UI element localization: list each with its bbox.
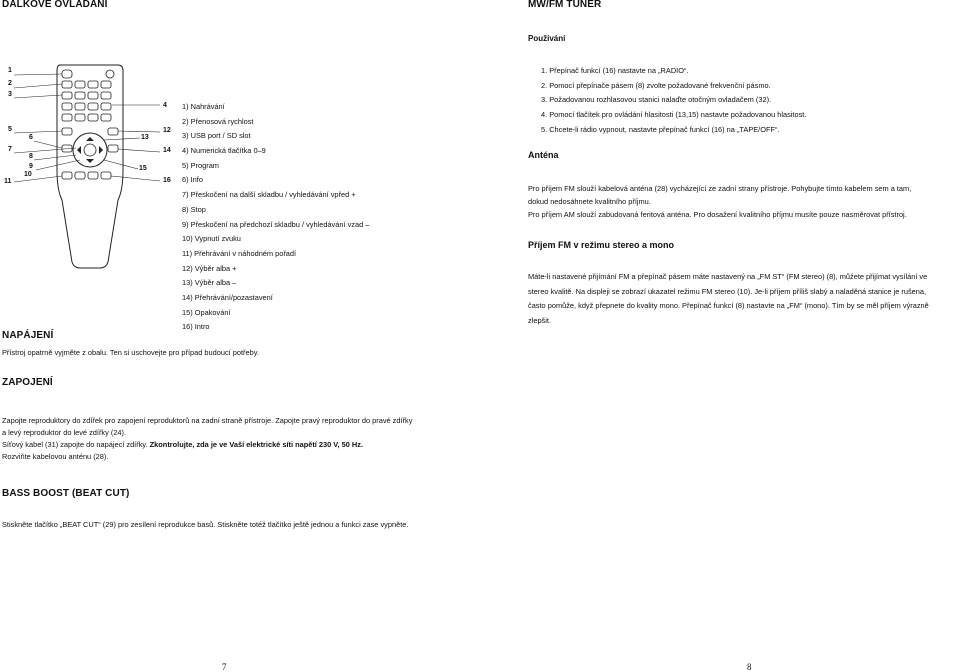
remote-label-7: 7 [8, 146, 12, 153]
remote-label-6: 6 [29, 134, 33, 141]
stereo-heading: Příjem FM v režimu stereo a mono [528, 240, 675, 250]
legend-item: 5) Program [182, 160, 219, 170]
remote-label-5: 5 [8, 126, 12, 133]
stereo-line: Máte-li nastavené přijímání FM a přepínač pásem máte nastavený na „FM ST“ (FM stereo) (8), můžete přijímat vysílání ve [528, 272, 928, 281]
connect-warning: Zkontrolujte, zda je ve Vaší elektrické síti napětí 230 V, 50 Hz. [149, 440, 363, 449]
remote-label-2: 2 [8, 80, 12, 87]
legend-item: 11) Přehrávání v náhodném pořadí [182, 248, 297, 258]
remote-label-3: 3 [8, 91, 12, 98]
remote-legend [182, 100, 369, 335]
remote-label-15: 15 [139, 165, 147, 172]
legend-item: 15) Opakování [182, 307, 231, 317]
remote-control-illustration [0, 60, 182, 330]
remote-label-11: 11 [4, 178, 12, 185]
remote-label-8: 8 [29, 153, 33, 160]
power-heading: NAPÁJENÍ [2, 330, 54, 341]
usage-step: 1. Přepínač funkcí (16) nastavte na „RADIO“. [541, 66, 689, 75]
remote-heading: DÁLKOVÉ OVLÁDÁNÍ [2, 0, 108, 10]
stereo-line: stereo kvalitě. Na displeji se zobrazí ukazatel režimu FM stereo (10). Je-li příjem příliš slabý a naladěná stanice je rušena, [528, 286, 927, 296]
usage-step: 4. Pomocí tlačítek pro ovládání hlasitosti (13,15) nastavte požadovanou hlasitost. [541, 110, 807, 120]
legend-item: 1) Nahrávání [182, 102, 225, 111]
bass-text: Stiskněte tlačítko „BEAT CUT“ (29) pro zesílení reprodukce basů. Stiskněte totéž tlačítko ještě jednou a funkci zase vypněte. [2, 520, 409, 529]
antenna-line: Pro příjem FM slouží kabelová anténa (28) vycházející ze zadní strany přístroje. Pohybujte tímto kabelem sem a tam, [528, 184, 912, 193]
antenna-heading: Anténa [528, 150, 559, 160]
antenna-line: dokud nedosáhnete kvalitního příjmu. [528, 197, 651, 206]
legend-item: 16) Intro [182, 322, 210, 332]
remote-label-12: 12 [163, 127, 171, 134]
connect-line: Rozviňte kabelovou anténu (28). [2, 452, 109, 461]
page-number-left: 7 [222, 662, 227, 672]
remote-label-10: 10 [24, 171, 32, 178]
connect-heading: ZAPOJENÍ [2, 377, 53, 388]
usage-step: 5. Chcete-li rádio vypnout, nastavte přepínač funkcí (16) na „TAPE/OFF“. [541, 124, 780, 134]
remote-label-16: 16 [163, 177, 171, 184]
legend-item: 14) Přehrávání/pozastavení [182, 292, 273, 302]
power-text: Přístroj opatrně vyjměte z obalu. Ten si uschovejte pro případ budoucí potřeby. [2, 348, 259, 357]
legend-item: 13) Výběr alba – [182, 278, 237, 288]
antenna-line: Pro příjem AM slouží zabudovaná feritová anténa. Pro dosažení kvalitního příjmu musíte pouze nasměrovat přístroj. [528, 210, 907, 219]
connect-line: a levý reproduktor do levé zdířky (24). [2, 428, 127, 437]
connect-line [2, 439, 412, 451]
usage-step: 2. Pomocí přepínače pásem (8) zvolte požadované frekvenční pásmo. [541, 80, 771, 90]
legend-item: 2) Přenosová rychlost [182, 116, 254, 126]
connect-paragraph [2, 415, 412, 463]
bass-heading: BASS BOOST (BEAT CUT) [2, 488, 130, 499]
stereo-line: často pomůže, když přepnete do kvality mono. Přepínač funkcí (8) nastavte na „FM“ (mono). Tím by se měl příjem výrazně [528, 301, 929, 310]
usage-steps [541, 64, 806, 138]
connect-line: Zapojte reproduktory do zdířek pro zapojení reproduktorů na zadní straně přístroje. Zapojte pravý reproduktor do pravé zdířky [2, 416, 413, 425]
legend-item: 9) Přeskočení na předchozí skladbu / vyhledávání vzad – [182, 219, 370, 229]
remote-label-4: 4 [163, 102, 167, 109]
legend-item: 8) Stop [182, 204, 206, 214]
usage-heading: Používání [528, 34, 566, 43]
remote-label-9: 9 [29, 163, 33, 170]
page-number-right: 8 [747, 662, 752, 672]
tuner-heading: MW/FM TUNER [528, 0, 602, 10]
legend-item: 10) Vypnutí zvuku [182, 234, 241, 244]
legend-item: 4) Numerická tlačítka 0–9 [182, 146, 266, 156]
usage-step: 3. Požadovanou rozhlasovou stanici nalaďte otočným ovladačem (32). [541, 95, 772, 105]
remote-label-13: 13 [141, 134, 149, 141]
stereo-line: zlepšit. [528, 315, 552, 325]
legend-item: 3) USB port / SD slot [182, 131, 251, 141]
legend-item: 6) Info [182, 175, 203, 185]
remote-label-14: 14 [163, 147, 171, 154]
legend-item: 12) Výběr alba + [182, 263, 237, 273]
stereo-paragraph [528, 270, 929, 328]
legend-item: 7) Přeskočení na další skladbu / vyhledávání vpřed + [182, 190, 356, 200]
antenna-paragraph [528, 182, 911, 221]
remote-label-1: 1 [8, 67, 12, 74]
connect-line-text: Síťový kabel (31) zapojte do napájecí zdířky. [2, 440, 148, 449]
